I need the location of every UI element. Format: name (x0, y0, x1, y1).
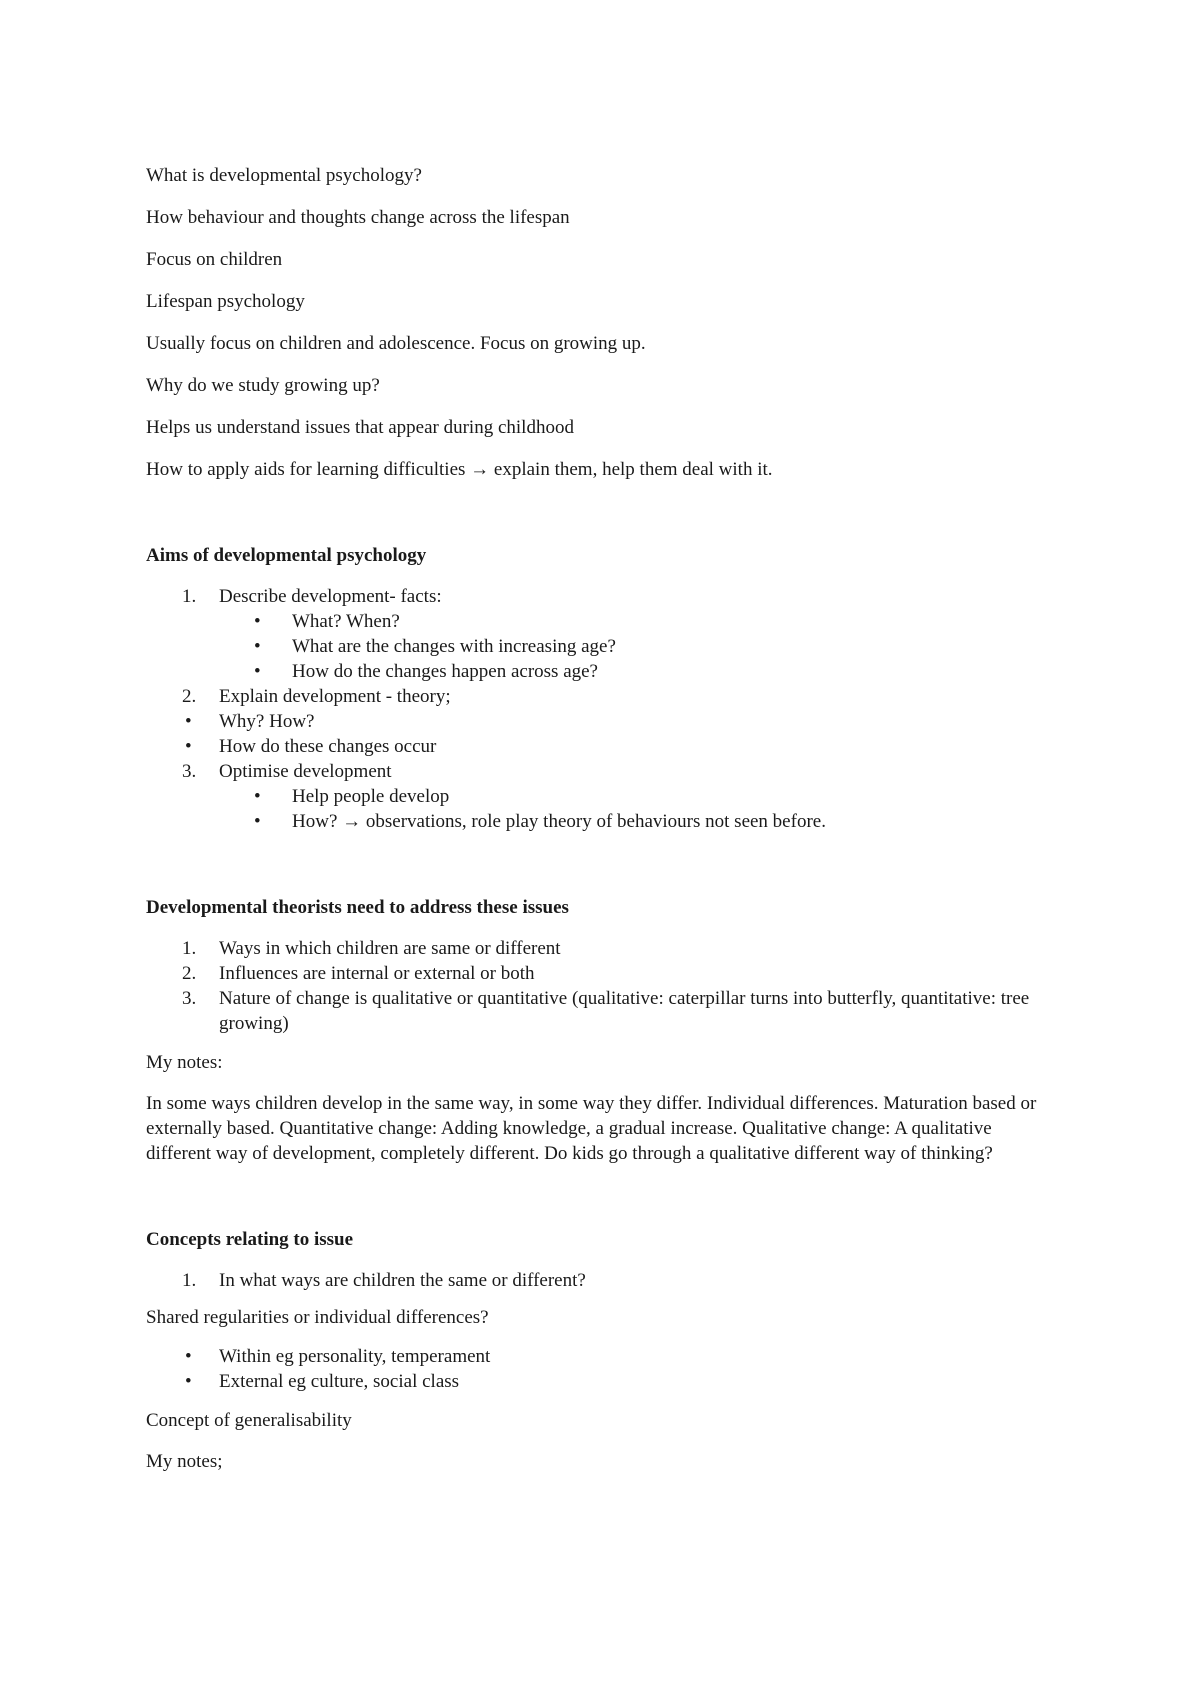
list-number: 2. (182, 686, 197, 707)
list-item-text: External eg culture, social class (219, 1371, 460, 1392)
bullet-icon: • (254, 636, 261, 657)
intro-line: How behaviour and thoughts change across the lifespan (146, 207, 570, 228)
aims-heading: Aims of developmental psychology (146, 545, 427, 566)
list-item-text: How do the changes happen across age? (292, 661, 598, 682)
notes-label: My notes; (146, 1451, 223, 1472)
bullet-icon: • (254, 786, 261, 807)
list-item (146, 936, 1046, 961)
bullet-icon: • (185, 736, 192, 757)
list-item-text: Explain development - theory; (219, 686, 451, 707)
concepts-question: Shared regularities or individual differences? (146, 1307, 489, 1328)
document-body (146, 163, 1046, 1474)
list-item (146, 709, 1046, 734)
theorists-heading: Developmental theorists need to address these issues (146, 897, 569, 918)
list-number: 1. (182, 938, 197, 959)
list-item-text: Describe development- facts: (219, 586, 442, 607)
list-item-text: What? When? (292, 611, 400, 632)
list-number: 1. (182, 1270, 197, 1291)
intro-section (146, 163, 1046, 482)
bullet-icon: • (185, 711, 192, 732)
list-item (146, 1344, 1046, 1369)
list-item-text: Influences are internal or external or both (219, 963, 535, 984)
theorists-section (146, 895, 1046, 1166)
bullet-icon: • (254, 611, 261, 632)
list-number: 3. (182, 988, 197, 1009)
list-item (146, 1369, 1046, 1394)
intro-line: What is developmental psychology? (146, 165, 422, 186)
concepts-bullets (146, 1344, 1046, 1394)
aims-list (146, 584, 1046, 834)
intro-line: Why do we study growing up? (146, 375, 380, 396)
bullet-icon: • (254, 661, 261, 682)
list-item-text: Why? How? (219, 711, 315, 732)
list-item-text: Within eg personality, temperament (219, 1346, 491, 1367)
list-item (146, 784, 1046, 809)
list-item (146, 1268, 1046, 1293)
concepts-section (146, 1227, 1046, 1474)
list-item-text: In what ways are children the same or different? (219, 1270, 586, 1291)
list-item (146, 759, 1046, 784)
intro-line: Lifespan psychology (146, 291, 305, 312)
list-item (146, 609, 1046, 634)
generalisability-line: Concept of generalisability (146, 1410, 352, 1431)
theorists-list (146, 936, 1046, 1036)
list-item (146, 734, 1046, 759)
list-item-text: Nature of change is qualitative or quantitative (qualitative: caterpillar turns into butterfly, quantitative: tree growing) (219, 988, 1030, 1034)
list-item-text: Help people develop (292, 786, 450, 807)
list-item-text: What are the changes with increasing age? (292, 636, 616, 657)
bullet-icon: • (254, 811, 261, 832)
list-number: 1. (182, 586, 197, 607)
concepts-heading: Concepts relating to issue (146, 1229, 354, 1250)
intro-line: Helps us understand issues that appear during childhood (146, 417, 574, 438)
list-item-text: How do these changes occur (219, 736, 437, 757)
bullet-icon: • (185, 1371, 192, 1392)
list-item (146, 961, 1046, 986)
intro-line: How to apply aids for learning difficulties → explain them, help them deal with it. (146, 459, 773, 480)
intro-line: Usually focus on children and adolescence. Focus on growing up. (146, 333, 646, 354)
concepts-list (146, 1268, 1046, 1293)
list-number: 2. (182, 963, 197, 984)
aims-section (146, 543, 1046, 834)
notes-label: My notes: (146, 1052, 223, 1073)
list-item (146, 584, 1046, 609)
list-item-text: Optimise development (219, 761, 392, 782)
list-item (146, 809, 1046, 834)
intro-line: Focus on children (146, 249, 283, 270)
list-number: 3. (182, 761, 197, 782)
list-item (146, 986, 1046, 1036)
bullet-icon: • (185, 1346, 192, 1367)
list-item-text: How? → observations, role play theory of behaviours not seen before. (292, 811, 826, 832)
list-item-text: Ways in which children are same or different (219, 938, 561, 959)
list-item (146, 684, 1046, 709)
list-item (146, 659, 1046, 684)
list-item (146, 634, 1046, 659)
notes-paragraph: In some ways children develop in the same way, in some way they differ. Individual differences. Maturation based or externally based. Quantitative change: Adding knowledge, a gradual increase. Qualitative change: A qualitative different way of development, completely different. Do kids go through a qualitative different way of thinking? (146, 1093, 1037, 1164)
